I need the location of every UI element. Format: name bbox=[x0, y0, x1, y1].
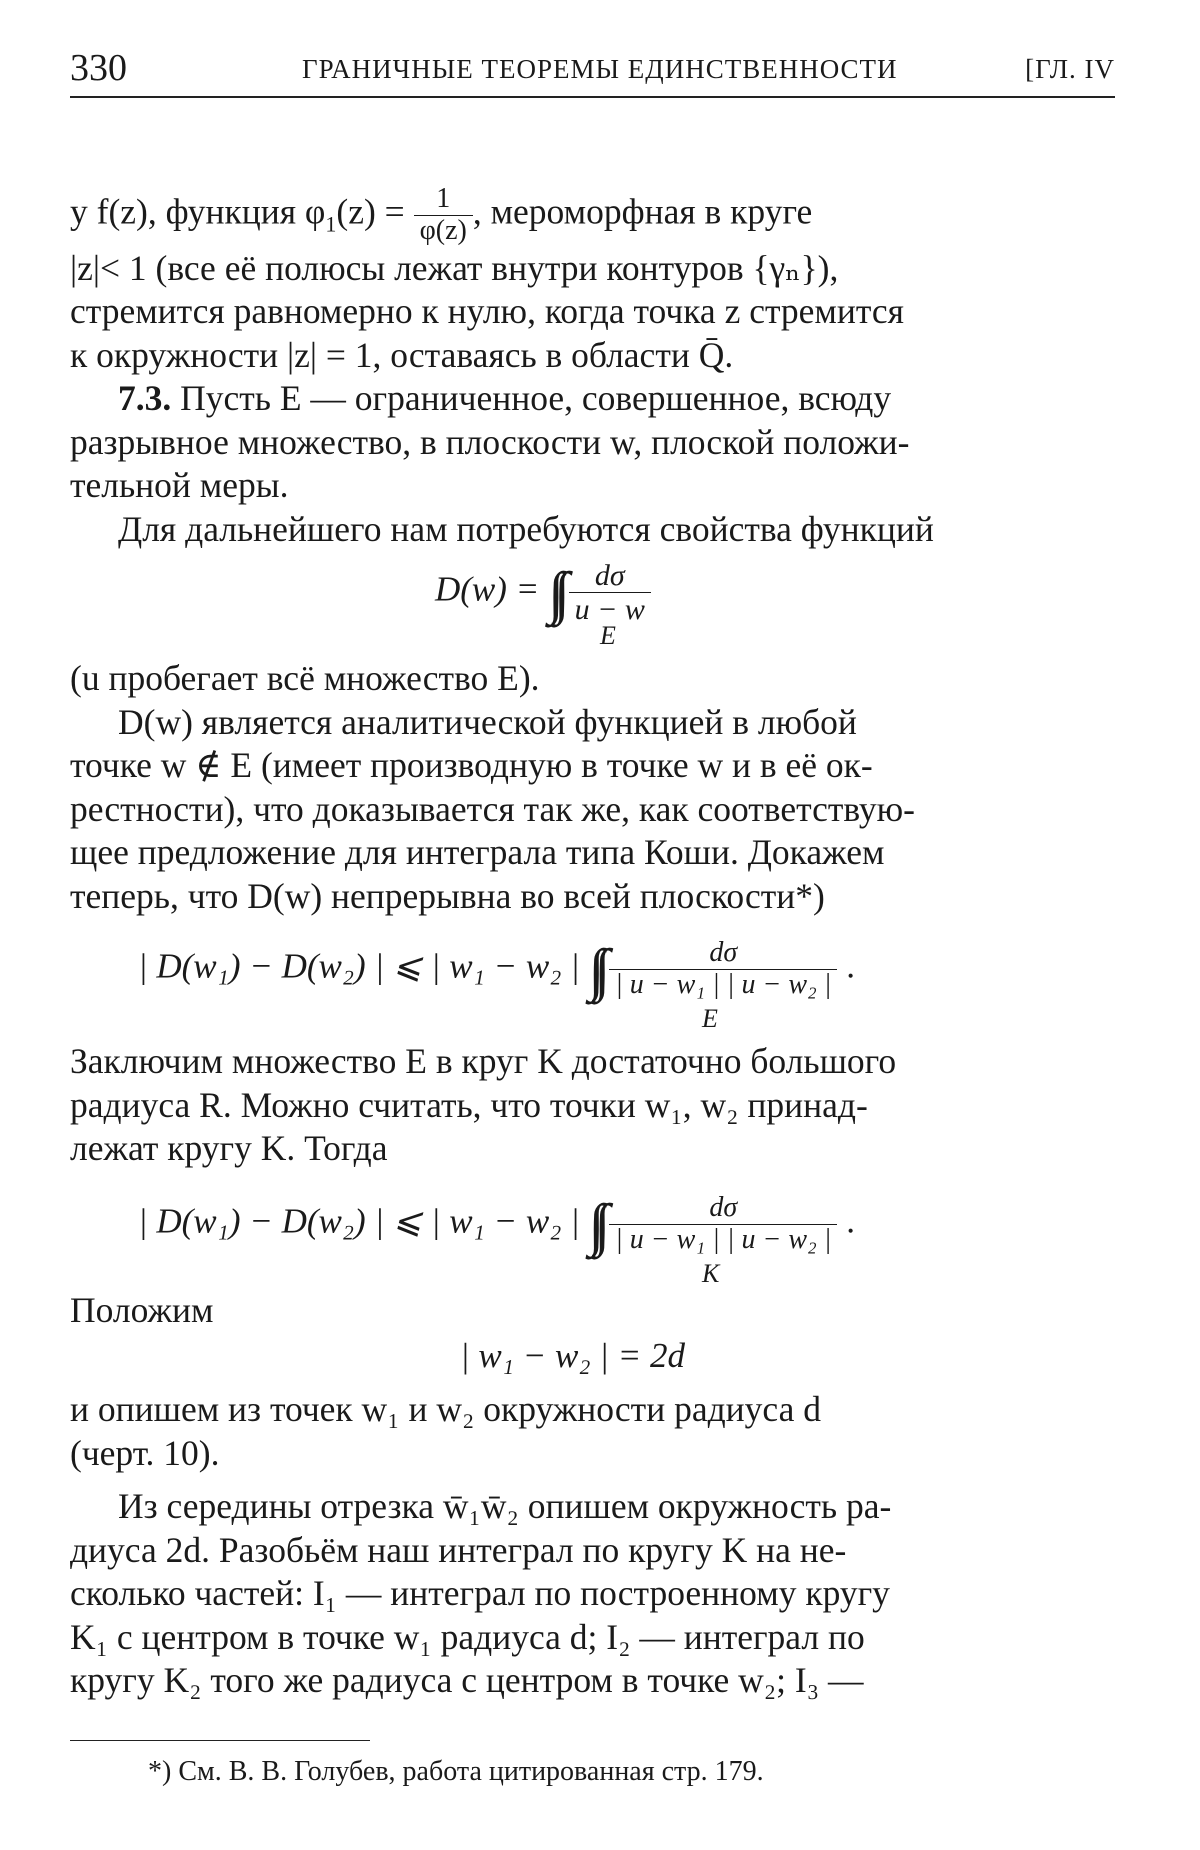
paragraph-5-line-3: рестности), что доказывается так же, как соответствую- bbox=[70, 788, 915, 829]
equation-3: | D(w₁) − D(w₂) | ⩽ | w₁ − w₂ | ∫∫ $\frac{d\sigma}{\text{| u − w₁ | | u − w₂ |}}$ . K bbox=[138, 1191, 855, 1288]
paragraph-1 bbox=[70, 184, 1115, 377]
paragraph-5-line-2: точке w ∉ E (имеет производную в точке w и в её ок- bbox=[70, 745, 873, 786]
equation-2-lhs: | D(w₁) − D(w₂) | ⩽ | w₁ − w₂ | bbox=[138, 946, 580, 986]
paragraph-9-line-5: кругу K₂ того же радиуса с центром в точке w₂; I₃ — bbox=[70, 1660, 864, 1701]
paragraph-1-line-2: |z|< 1 (все её полюсы лежат внутри контуров {γₙ}), bbox=[70, 247, 839, 288]
equation-4 bbox=[70, 1332, 1115, 1388]
paragraph-3: Для дальнейшего нам потребуются свойства функций bbox=[118, 508, 934, 549]
phi-fraction: $\frac{1}{\varphi(z)}$ bbox=[414, 184, 473, 247]
paragraph-2 bbox=[70, 377, 1115, 508]
equation-1-lhs: D(w) = bbox=[435, 569, 540, 609]
page-number: 330 bbox=[70, 47, 127, 89]
equation-1-fraction: $\frac{d\sigma}{u - w}$ bbox=[569, 559, 651, 626]
paragraph-4: (u пробегает всё множество E). bbox=[70, 658, 540, 699]
equation-3-lhs: | D(w₁) − D(w₂) | ⩽ | w₁ − w₂ | bbox=[138, 1201, 580, 1241]
paragraph-8-line-2: (черт. 10). bbox=[70, 1432, 220, 1473]
equation-2: | D(w₁) − D(w₂) | ⩽ | w₁ − w₂ | ∫∫ $\frac{d\sigma}{\text{| u − w₁ | | u − w₂ |}}$ . E bbox=[138, 937, 855, 1034]
double-integral-icon: ∫∫ bbox=[588, 937, 601, 1003]
paragraph-8 bbox=[70, 1388, 1115, 1475]
footnote: *) См. В. В. Голубев, работа цитированная стр. 179. bbox=[148, 1756, 764, 1787]
double-integral-icon: ∫∫ bbox=[588, 1191, 601, 1257]
paragraph-6-line-2: радиуса R. Можно считать, что точки w₁, w₂ принад- bbox=[70, 1084, 868, 1125]
equation-3-domain: K bbox=[702, 1258, 720, 1288]
paragraph-2-line-1: 7.3. Пусть E — ограниченное, совершенное, всюду bbox=[118, 378, 892, 419]
equation-4-text: | w₁ − w₂ | = 2d bbox=[460, 1336, 686, 1376]
paragraph-2-line-2: разрывное множество, в плоскости w, плоской положи- bbox=[70, 421, 910, 462]
paragraph-7: Положим bbox=[70, 1289, 214, 1330]
equation-1 bbox=[70, 551, 1115, 651]
paragraph-6 bbox=[70, 1040, 1115, 1171]
page bbox=[70, 40, 1115, 1787]
chapter-label: [ГЛ. IV bbox=[1025, 54, 1115, 84]
equation-2-domain: E bbox=[702, 1004, 718, 1034]
paragraph-1-line-3: стремится равномерно к нулю, когда точка z стремится bbox=[70, 291, 904, 332]
equation-1-domain: E bbox=[600, 621, 616, 651]
paragraph-9-line-4: K₁ с центром в точке w₁ радиуса d; I₂ — интеграл по bbox=[70, 1616, 865, 1657]
paragraph-8-line-1: и опишем из точек w₁ и w₂ окружности радиуса d bbox=[70, 1389, 821, 1430]
paragraph-5-line-5: теперь, что D(w) непрерывна во всей плоскости*) bbox=[70, 875, 825, 916]
paragraph-5 bbox=[70, 701, 1115, 919]
paragraph-5-line-4: щее предложение для интеграла типа Коши. Докажем bbox=[70, 832, 885, 873]
section-number: 7.3. bbox=[118, 378, 172, 419]
equation-2-fraction: $\frac{d\sigma}{\text{| u − w₁ | | u − w₂ |}}$ bbox=[609, 938, 837, 1001]
footnote-rule bbox=[70, 1740, 370, 1741]
running-title: ГРАНИЧНЫЕ ТЕОРЕМЫ ЕДИНСТВЕННОСТИ bbox=[302, 54, 898, 84]
page-header bbox=[70, 40, 1115, 98]
paragraph-9-line-3: сколько частей: I₁ — интеграл по построенному кругу bbox=[70, 1573, 890, 1614]
paragraph-1-line-1: у f(z), функция $\varphi_1(z)$ = $\frac{1}{\varphi(z)}$ , мероморфная в круге bbox=[70, 183, 813, 246]
paragraph-6-line-3: лежат кругу K. Тогда bbox=[70, 1128, 388, 1169]
paragraph-6-line-1: Заключим множество E в круг K достаточно большого bbox=[70, 1041, 897, 1082]
paragraph-9 bbox=[70, 1485, 1115, 1703]
paragraph-1-line-4: к окружности |z| = 1, оставаясь в области Q̄. bbox=[70, 334, 734, 375]
paragraph-9-line-1: Из середины отрезка w̄₁w̄₂ опишем окружность ра- bbox=[118, 1486, 892, 1527]
equation-3-fraction: $\frac{d\sigma}{\text{| u − w₁ | | u − w₂ |}}$ bbox=[609, 1193, 837, 1256]
double-integral-icon: ∫∫ bbox=[548, 560, 560, 626]
paragraph-5-line-1: D(w) является аналитической функцией в любой bbox=[118, 701, 857, 742]
paragraph-9-line-2: диуса 2d. Разобьём наш интеграл по кругу K на не- bbox=[70, 1529, 847, 1570]
paragraph-2-line-3: тельной меры. bbox=[70, 465, 289, 506]
